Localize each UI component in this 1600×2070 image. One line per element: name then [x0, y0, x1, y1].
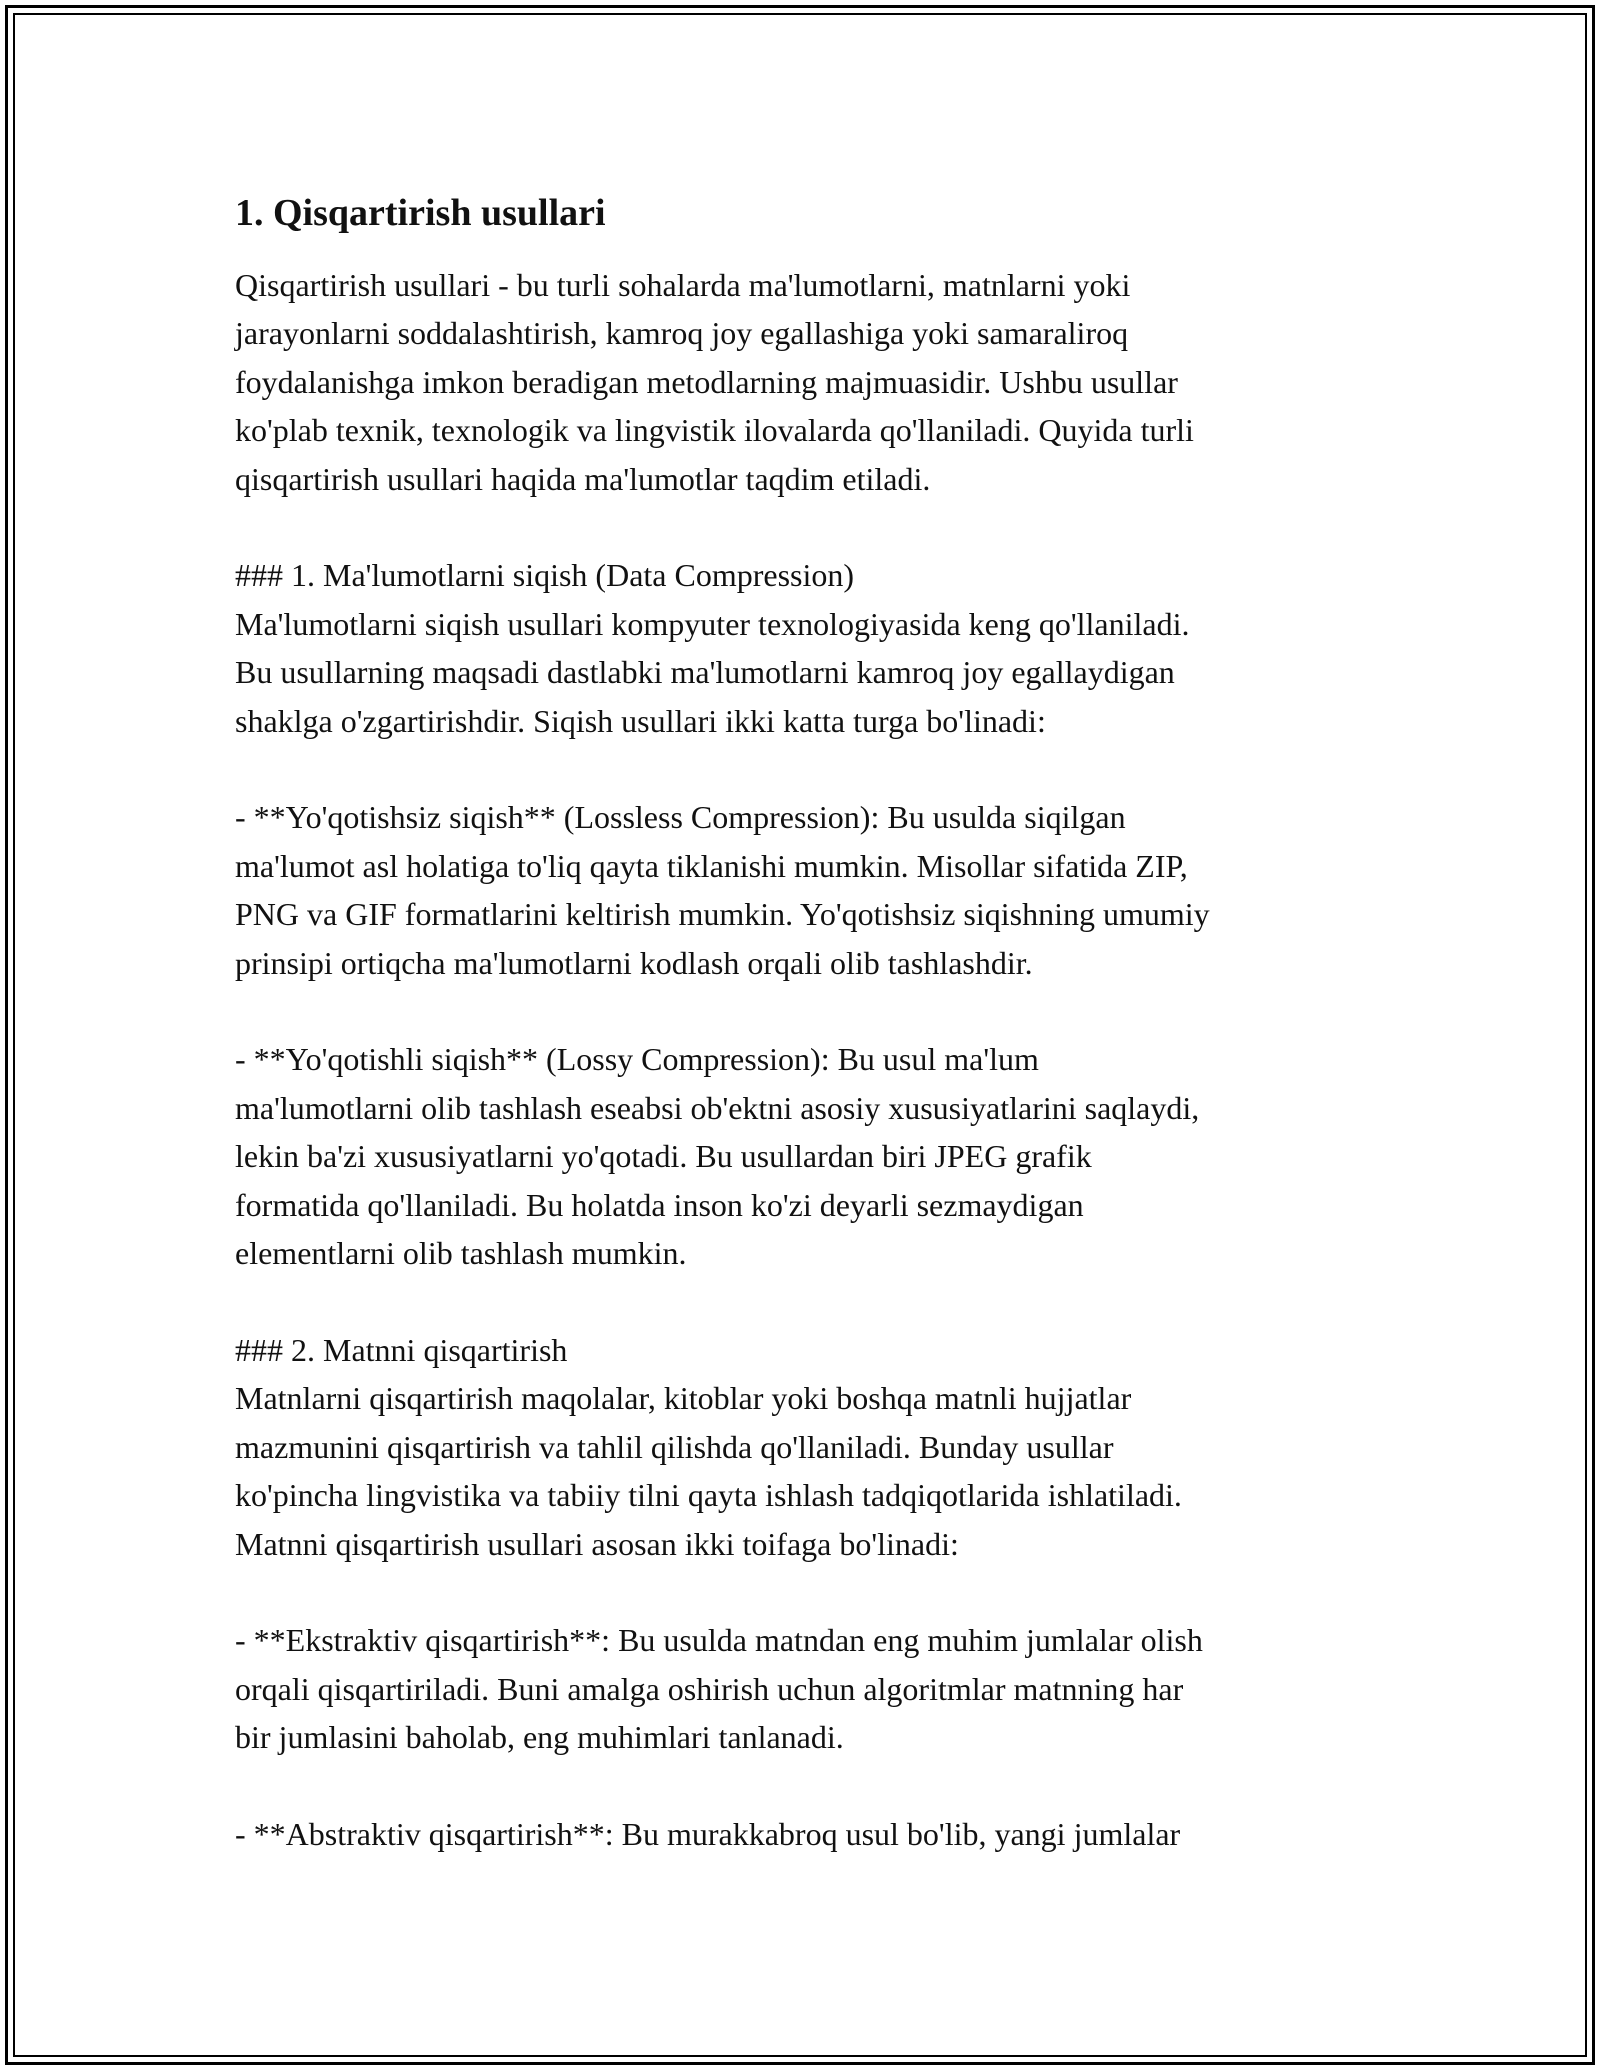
- paragraph-gap: [235, 503, 1385, 551]
- bullet-lossy-compression: - **Yo'qotishli siqish** (Lossy Compression): Bu usul ma'lum ma'lumotlarni olib tashlash eseabsi ob'ektni asosiy xususiyatlarini saqlaydi, lekin ba'zi xususiyatlarni yo'qotadi. Bu usullardan biri JPEG grafik formatida qo'llaniladi. Bu holatda inson ko'zi deyarli sezmaydigan elementlarni olib tashlash mumkin.: [235, 1041, 1200, 1272]
- intro-paragraph: Qisqartirish usullari - bu turli sohalarda ma'lumotlarni, matnlarni yoki jarayonlarni soddalashtirish, kamroq joy egallashiga yoki samaraliroq foydalanishga imkon beradigan metodlarning majmuasidir. Ushbu usullar ko'plab texnik, texnologik va lingvistik ilovalarda qo'llaniladi. Quyida turli qisqartirish usullari haqida ma'lumotlar taqdim etiladi.: [235, 267, 1194, 497]
- paragraph-gap: [235, 987, 1385, 1035]
- bullet-abstractive-summarization: - **Abstraktiv qisqartirish**: Bu murakkabroq usul bo'lib, yangi jumlalar: [235, 1815, 1181, 1852]
- section-text-summarization: ### 2. Matnni qisqartirish Matnlarni qisqartirish maqolalar, kitoblar yoki boshqa matnli hujjatlar mazmunini qisqartirish va tahlil qilishda qo'llaniladi. Bunday usullar ko'pincha lingvistika va tabiiy tilni qayta ishlash tadqiqotlarida ishlatiladi. Matnni qisqartirish usullari asosan ikki toifaga bo'linadi:: [235, 1331, 1182, 1562]
- paragraph-gap: [235, 1762, 1385, 1810]
- document-title: 1. Qisqartirish usullari: [235, 192, 606, 234]
- paragraph-gap: [235, 1277, 1385, 1325]
- document-body: [235, 188, 1385, 1858]
- section-data-compression: ### 1. Ma'lumotlarni siqish (Data Compression) Ma'lumotlarni siqish usullari kompyuter texnologiyasida keng qo'llaniladi. Bu usullarning maqsadi dastlabki ma'lumotlarni kamroq joy egallaydigan shaklga o'zgartirishdir. Siqish usullari ikki katta turga bo'linadi:: [235, 557, 1190, 739]
- bullet-extractive-summarization: - **Ekstraktiv qisqartirish**: Bu usulda matndan eng muhim jumlalar olish orqali qisqartiriladi. Buni amalga oshirish uchun algoritmlar matnning har bir jumlasini baholab, eng muhimlari tanlanadi.: [235, 1622, 1203, 1756]
- paragraph-gap: [235, 1568, 1385, 1616]
- paragraph-gap: [235, 745, 1385, 793]
- bullet-lossless-compression: - **Yo'qotishsiz siqish** (Lossless Compression): Bu usulda siqilgan ma'lumot asl holatiga to'liq qayta tiklanishi mumkin. Misollar sifatida ZIP, PNG va GIF formatlarini keltirish mumkin. Yo'qotishsiz siqishning umumiy prinsipi ortiqcha ma'lumotlarni kodlash orqali olib tashlashdir.: [235, 799, 1210, 981]
